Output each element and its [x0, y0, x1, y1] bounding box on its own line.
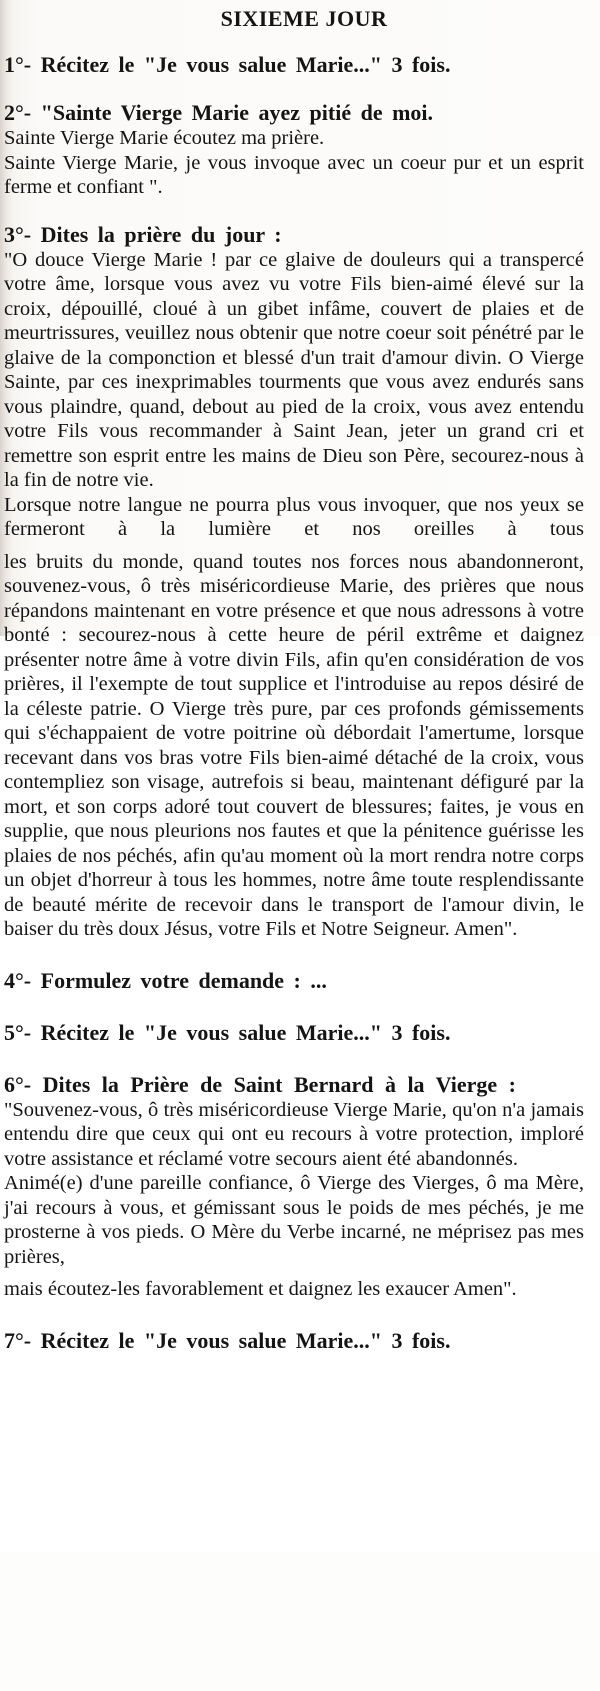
scan-region	[0, 1552, 600, 1691]
step-2	[4, 100, 584, 200]
step-paragraph: mais écoutez-les favorablement et daignez les exaucer Amen".	[4, 1278, 517, 1300]
step-4	[4, 968, 584, 994]
step-heading: 4°- Formulez votre demande : ...	[4, 967, 327, 993]
step-paragraph: "Souvenez-vous, ô très miséricordieuse Vierge Marie, qu'on n'a jamais entendu dire que ceux qui ont eu recours à votre protection, imploré votre assistance et réclamé votre secours aient été abandonnés.	[4, 1098, 584, 1170]
step-6	[4, 1072, 584, 1302]
page-title: SIXIEME JOUR	[220, 6, 388, 31]
step-paragraph: les bruits du monde, quand toutes nos forces nous abandonneront, souvenez-vous, ô très miséricordieuse Marie, des prières que nous répandons maintenant en votre présence et que nous adressons à votre bonté : secourez-nous à cette heure de péril extrême et daignez présenter notre âme à votre divin Fils, afin qu'en considération de vos prières, il l'exempte de tout supplice et l'introduise au repos désiré de la céleste patrie. O Vierge très pure, par ces profonds gémissements qui s'échappaient de votre poitrine où débordait l'amertume, lorsque recevant dans vos bras votre Fils bien-aimé détaché de la croix, vous contempliez son visage, autrefois si beau, maintenant défiguré par la mort, et son corps adoré tout couvert de blessures; faites, je vous en supplie, que nous pleurions nos fautes et que la pénitence guérisse les plaies de nos péchés, afin qu'au moment où la mort rendra notre corps un objet d'horreur à tous les hommes, notre âme toute resplendissante de beauté mérite de recevoir dans le transport de l'amour divin, le baiser du très doux Jésus, votre Fils et Notre Seigneur. Amen".	[4, 550, 584, 940]
document-content	[4, 6, 584, 1354]
step-heading: 6°- Dites la Prière de Saint Bernard à la Vierge :	[4, 1071, 516, 1097]
step-5	[4, 1020, 584, 1046]
step-heading: 3°- Dites la prière du jour :	[4, 221, 282, 247]
step-heading: 5°- Récitez le "Je vous salue Marie..." 3 fois.	[4, 1019, 451, 1045]
step-paragraph: Animé(e) d'une pareille confiance, ô Vierge des Vierges, ô ma Mère, j'ai recours à vous, et gémissant sous le poids de mes péchés, je me prosterne à vos pieds. O Mère du Verbe incarné, ne méprisez pas mes prières,	[4, 1172, 584, 1268]
step-heading: 7°- Récitez le "Je vous salue Marie..." 3 fois.	[4, 1327, 451, 1353]
step-paragraph: "O douce Vierge Marie ! par ce glaive de douleurs qui a transpercé votre âme, lorsque vous avez vu votre Fils bien-aimé élevé sur la croix, dépouillé, cloué à un gibet infâme, couvert de plaies et de meurtrissures, veuillez nous obtenir que notre coeur soit pénétré par le glaive de la componction et blessé d'un trait d'amour divin. O Vierge Sainte, par ces inexprimables tourments que vous avez endurés sans vous plaindre, quand, debout au pied de la croix, vous avez entendu votre Fils vous recommander à Saint Jean, jeter un grand cri et remettre son esprit entre les mains de Dieu son Père, secourez-nous à la fin de notre vie.	[4, 248, 584, 491]
step-7	[4, 1328, 584, 1354]
step-paragraph: Lorsque notre langue ne pourra plus vous invoquer, que nos yeux se fermeront à la lumière et nos oreilles à tous	[4, 493, 584, 540]
step-heading: 2°- "Sainte Vierge Marie ayez pitié de moi.	[4, 100, 434, 125]
step-3	[4, 222, 584, 942]
step-paragraph: Sainte Vierge Marie écoutez ma prière.	[4, 127, 325, 149]
step-1	[4, 52, 584, 78]
step-heading: 1°- Récitez le "Je vous salue Marie..." 3 fois.	[4, 52, 451, 77]
step-paragraph: Sainte Vierge Marie, je vous invoque avec un coeur pur et un esprit ferme et confiant ".	[4, 151, 584, 198]
